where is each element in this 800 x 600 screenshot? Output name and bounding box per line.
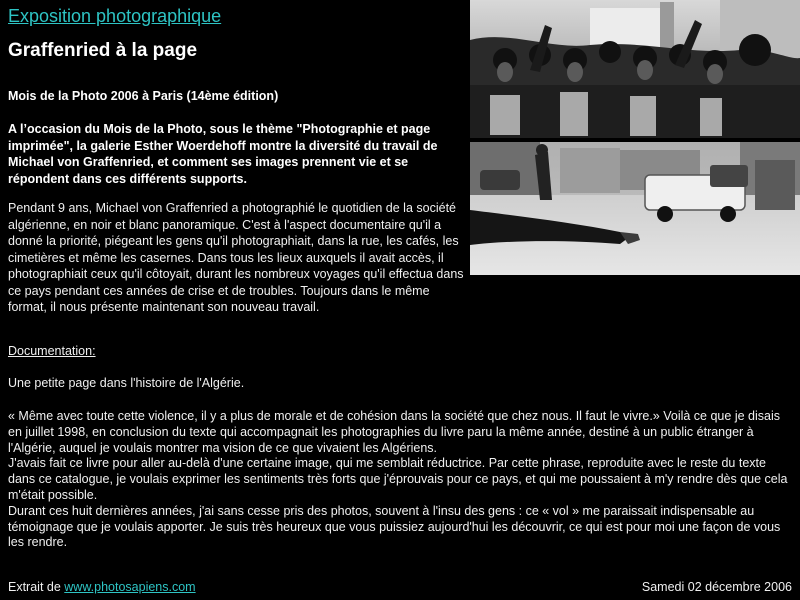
quote-paragraph: J'avais fait ce livre pour aller au-delà d'une certaine image, qui me semblait réductrice. Par cette phrase, reproduite avec le reste du texte dans ce catalogue, je voulais exprimer les sentiments très forts que j'éprouvais pour ce pays, et qui me poussaient à m'y rendre dès que cela m'était possible. [8,456,788,502]
documentation-line: Une petite page dans l'histoire de l'Algérie. [8,376,245,390]
quote-paragraph: Durant ces huit dernières années, j'ai sans cesse pris des photos, souvent à l'insu des gens : ce « vol » me paraissait indispensable au témoignage que je voulais apporter. Je suis très heureux que vous puissiez aujourd'hui les découvrir, ce qui est pour moi une façon de vous les rendre. [8,503,781,550]
body-paragraph: Pendant 9 ans, Michael von Graffenried a photographié le quotidien de la société algérienne, en noir et blanc panoramique. C'est à l'aspect documentaire qu'il a donné la priorité, piégeant les gens qu'il photographiait, dans la rue, les cafés, les cimetières et même les casernes. Dans tous les lieux auxquels il avait accès, il photographiait ceux qu'il côtoyait, durant les nombreux voyages qu'il effectua dans ce pays pendant ces années de crise et de troubles. Toujours dans le même format, il nous présente maintenant son nouveau travail. [8,201,464,314]
footer-source [8,580,196,594]
quote-paragraph: « Même avec toute cette violence, il y a plus de morale et de cohésion dans la société que chez nous. Il faut le vivre.» Voilà ce que je disais en juillet 1998, en conclusion du texte qui accompagnait les photographies du livre paru la même année, destiné à un public étranger à l'Algérie, auquel je voulais montrer ma vision de ce que vivaient les Algériens. [8,409,780,455]
page-title: Graffenried à la page [8,40,198,61]
exposition-link[interactable]: Exposition photographique [8,6,222,26]
page-subtitle: Mois de la Photo 2006 à Paris (14ème édition) [8,89,279,103]
footer-prefix: Extrait de [8,580,65,594]
photosapiens-link[interactable]: www.photosapiens.com [64,580,196,594]
intro-paragraph: A l’occasion du Mois de la Photo, sous le thème "Photographie et page imprimée", la galerie Esther Woerdehoff montre la diversité du travail de Michael von Graffenried, et comment ses images prennent vie et se répondent dans ces différents supports. [8,122,438,186]
footer-date: Samedi 02 décembre 2006 [641,580,792,594]
quote-block [8,409,792,551]
documentation-heading: Documentation: [8,344,96,358]
exhibition-photo [470,0,800,275]
